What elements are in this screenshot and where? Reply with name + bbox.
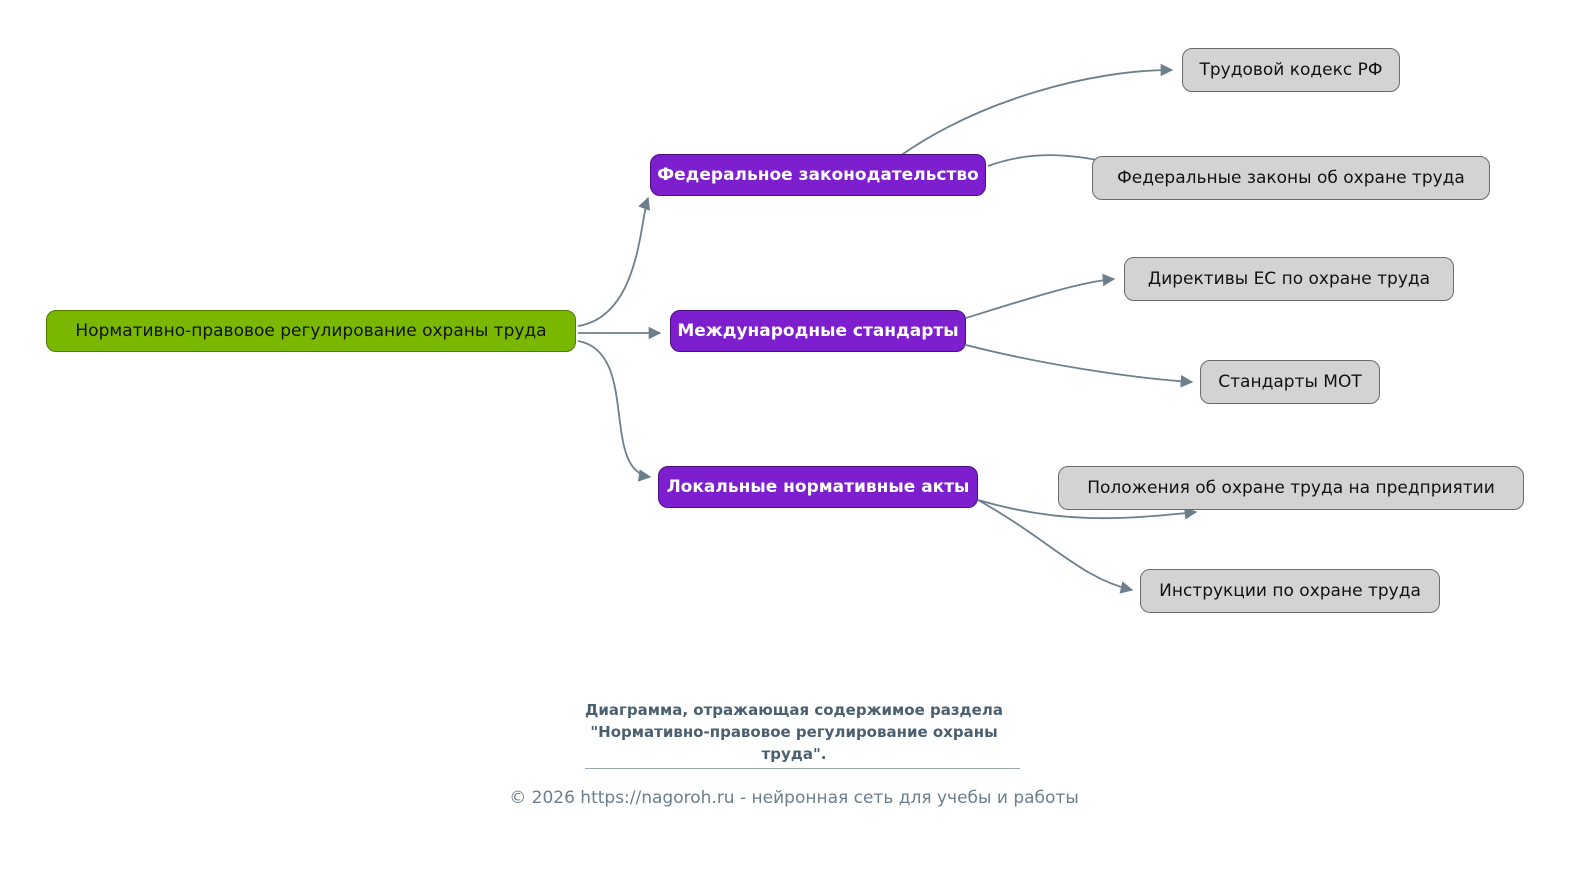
diagram-caption xyxy=(0,700,1588,765)
node-branch-local[interactable] xyxy=(658,466,978,508)
node-leaf-eu-directives-label: Директивы ЕС по охране труда xyxy=(1147,268,1431,289)
caption-line-2: "Нормативно-правовое регулирование охраны xyxy=(590,722,998,741)
node-leaf-instrukcii[interactable] xyxy=(1140,569,1440,613)
node-leaf-polozheniya-label: Положения об охране труда на предприятии xyxy=(1087,477,1495,498)
node-leaf-tk-rf[interactable] xyxy=(1182,48,1400,92)
node-branch-federal[interactable] xyxy=(650,154,986,196)
node-leaf-instrukcii-label: Инструкции по охране труда xyxy=(1159,580,1421,601)
node-leaf-polozheniya[interactable] xyxy=(1058,466,1524,510)
caption-line-3: труда". xyxy=(761,744,827,763)
footer-copyright xyxy=(0,788,1588,808)
edge-federal-to-tk xyxy=(900,70,1172,156)
caption-line-1: Диаграмма, отражающая содержимое раздела xyxy=(585,701,1003,719)
node-branch-federal-label: Федеральное законодательство xyxy=(657,164,979,185)
node-leaf-fz-ot-label: Федеральные законы об охране труда xyxy=(1117,167,1465,188)
edge-root-to-local xyxy=(578,341,650,477)
edge-international-to-ilo xyxy=(966,345,1192,382)
node-leaf-ilo-standards[interactable] xyxy=(1200,360,1380,404)
edge-local-to-instrukcii xyxy=(978,500,1132,590)
edge-international-to-eu xyxy=(966,279,1114,318)
node-root[interactable] xyxy=(46,310,576,352)
node-root-label: Нормативно-правовое регулирование охраны труда xyxy=(75,320,547,341)
node-branch-local-label: Локальные нормативные акты xyxy=(666,476,970,497)
edge-root-to-federal xyxy=(578,198,648,326)
node-branch-international[interactable] xyxy=(670,310,966,352)
node-branch-international-label: Международные стандарты xyxy=(677,320,959,341)
footer-text: © 2026 https://nagoroh.ru - нейронная сеть для учебы и работы xyxy=(509,788,1079,808)
node-leaf-fz-ot[interactable] xyxy=(1092,156,1490,200)
node-leaf-tk-rf-label: Трудовой кодекс РФ xyxy=(1199,59,1383,80)
node-leaf-ilo-standards-label: Стандарты МОТ xyxy=(1218,371,1362,392)
node-leaf-eu-directives[interactable] xyxy=(1124,257,1454,301)
caption-divider xyxy=(585,768,1020,769)
